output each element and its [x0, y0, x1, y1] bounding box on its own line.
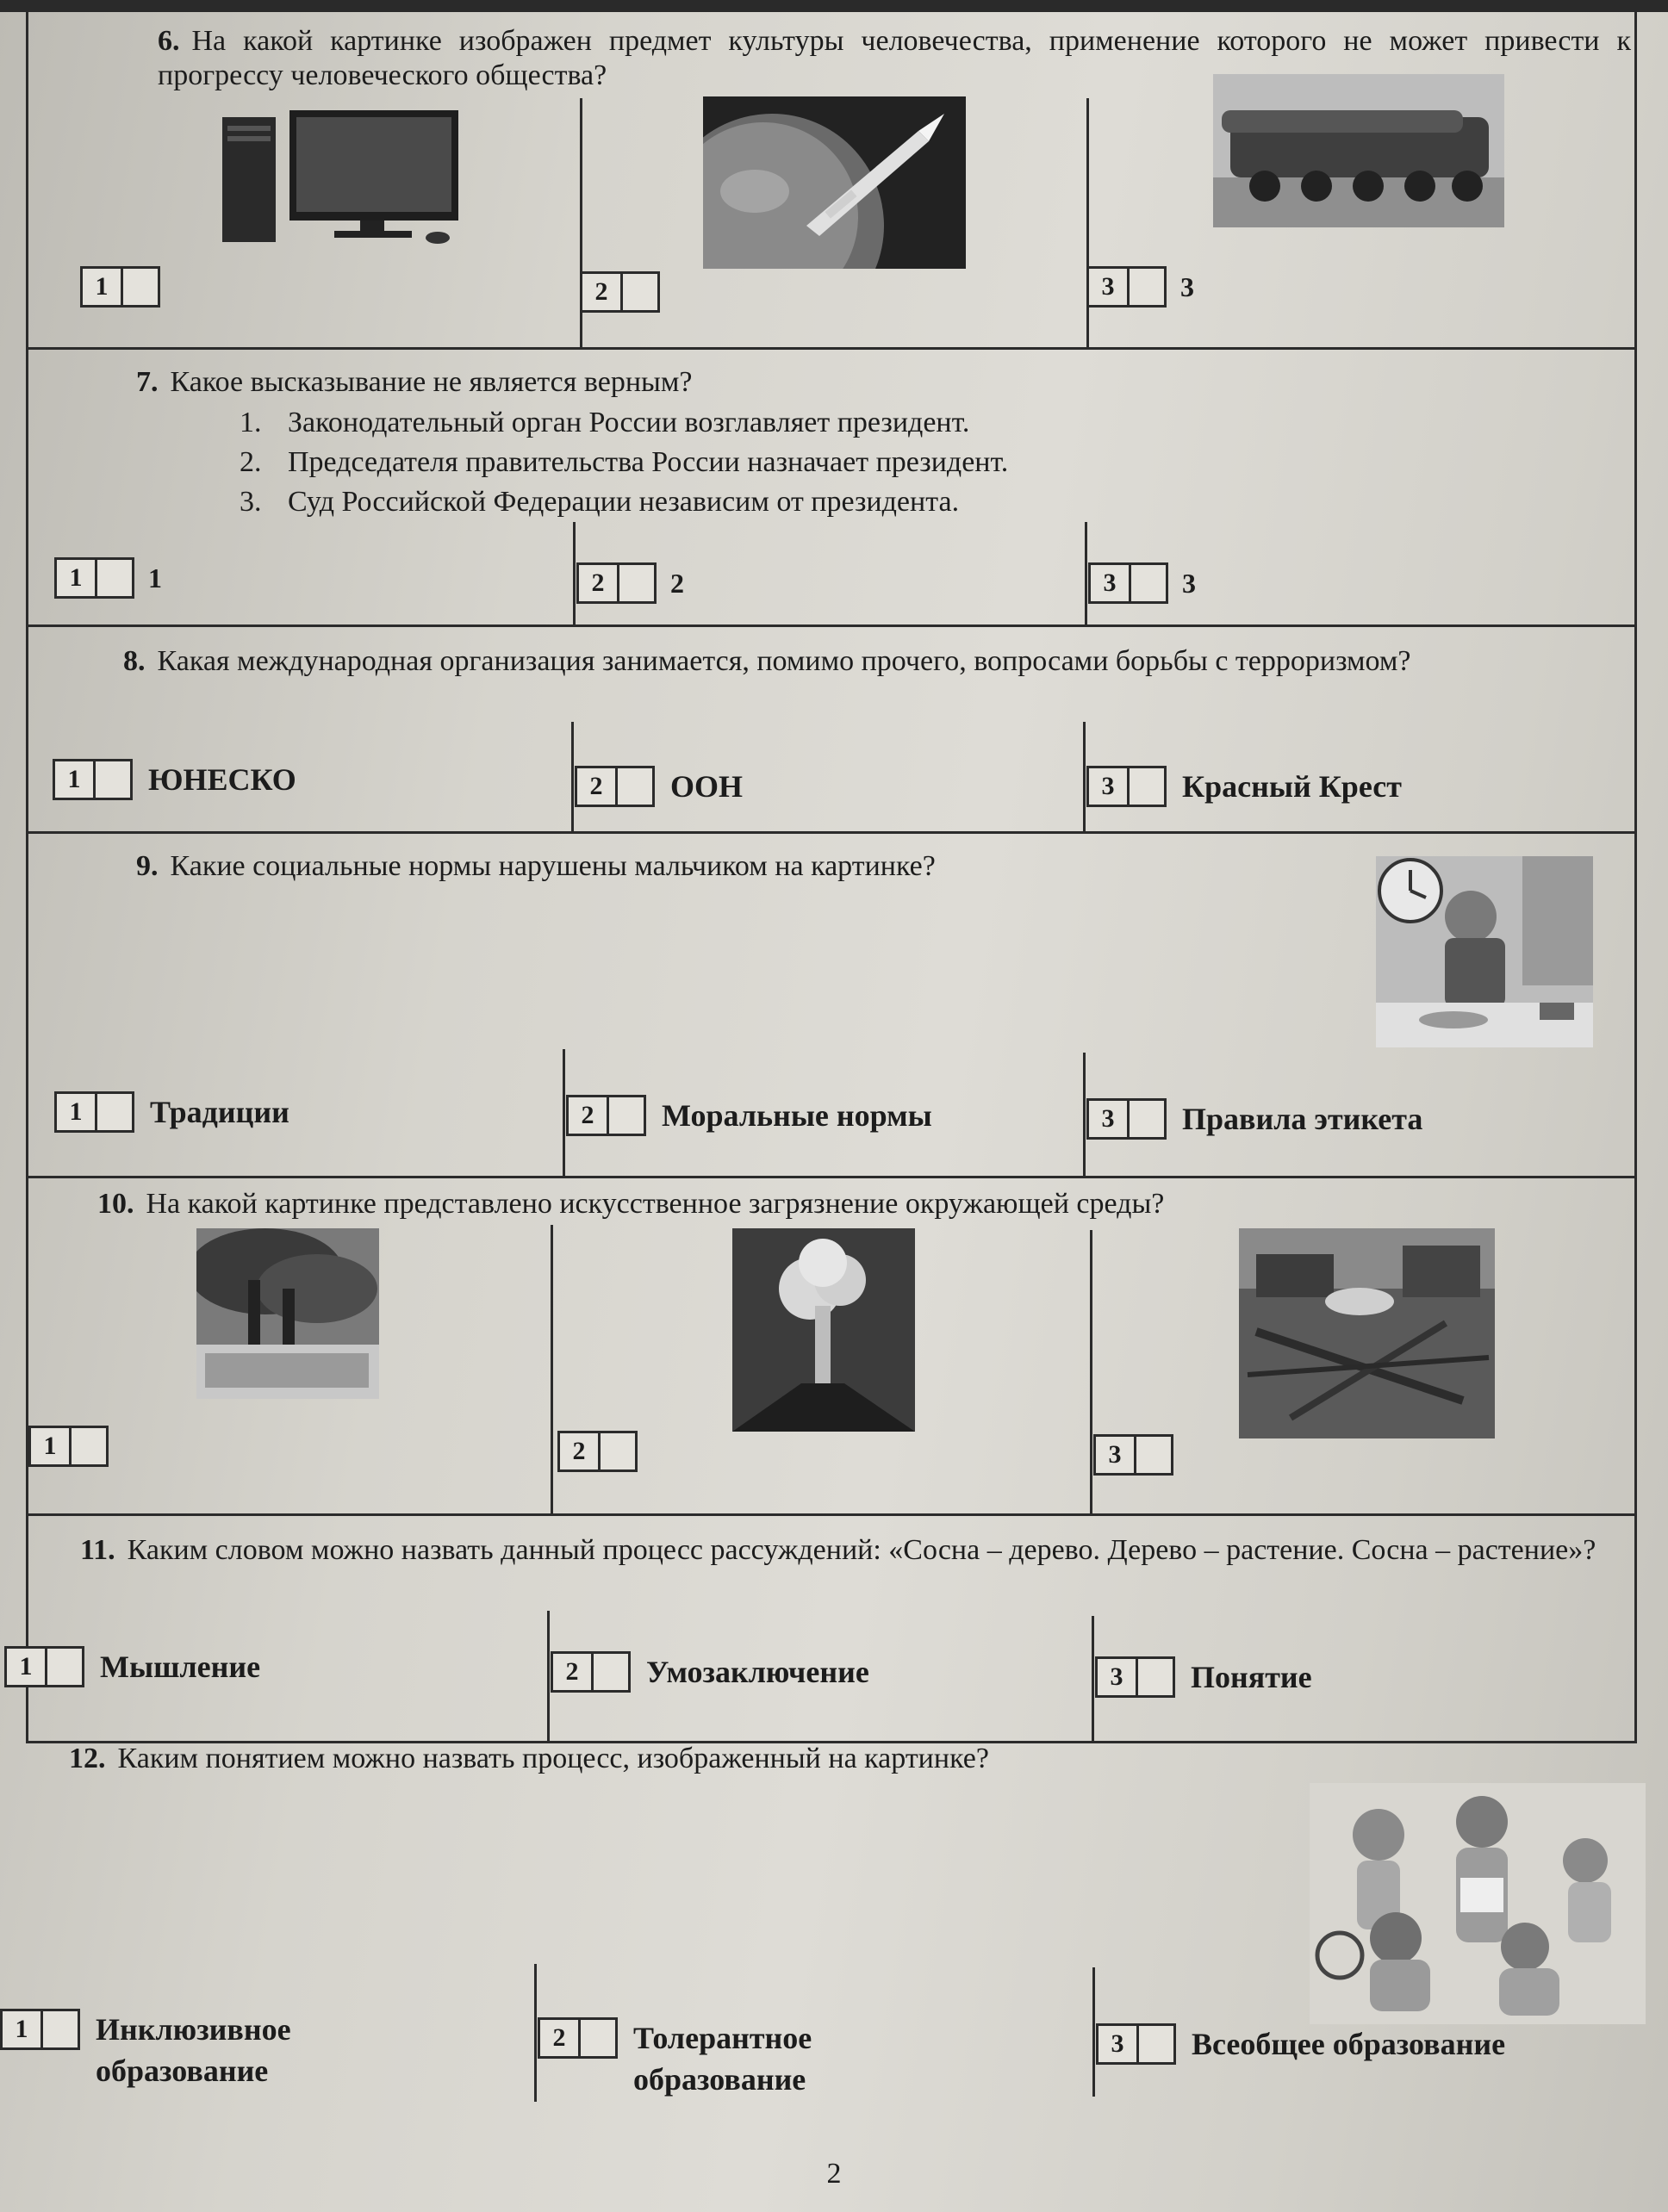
answer-label: Моральные нормы — [662, 1098, 932, 1133]
column-divider — [1083, 1053, 1086, 1178]
questions-table — [19, 12, 1637, 1743]
answer-box[interactable] — [566, 1095, 646, 1136]
column-divider — [534, 1964, 537, 2102]
question-10 — [28, 1178, 1634, 1516]
space-rocket-image — [703, 96, 966, 269]
q10-option-3[interactable] — [1093, 1435, 1173, 1475]
top-edge-bar — [0, 0, 1668, 12]
answer-cell[interactable] — [1130, 1101, 1164, 1137]
column-divider — [1086, 98, 1089, 350]
page-number: 2 — [826, 2158, 842, 2190]
answer-cell[interactable] — [623, 274, 657, 310]
question-9-number: 9. — [136, 850, 159, 882]
q12-option-1[interactable] — [0, 2009, 291, 2091]
option-number: 1 — [83, 269, 123, 305]
q7-option-1[interactable] — [54, 558, 162, 598]
question-7 — [28, 350, 1634, 627]
answer-cell[interactable] — [619, 565, 654, 601]
question-11 — [19, 1516, 1634, 1743]
q11-option-3[interactable] — [1095, 1657, 1312, 1697]
handwritten-mark: 1 — [148, 562, 162, 593]
option-number: 2 — [569, 1097, 609, 1134]
q6-option-2[interactable] — [580, 272, 660, 312]
option-number: 2 — [560, 1433, 601, 1469]
answer-label: Толерантное образование — [633, 2021, 812, 2097]
question-12-body: Каким понятием можно назвать процесс, изображенный на картинке? — [117, 1743, 989, 1774]
answer-box[interactable] — [575, 766, 655, 807]
answer-label: ЮНЕСКО — [148, 762, 296, 797]
children-reading-image — [1310, 1783, 1646, 2024]
option-number: 1 — [57, 560, 97, 596]
column-divider — [573, 522, 576, 627]
answer-cell[interactable] — [43, 2011, 78, 2047]
answer-box[interactable] — [580, 271, 660, 313]
q10-option-1[interactable] — [28, 1426, 109, 1466]
answer-box[interactable] — [557, 1431, 638, 1472]
answer-box[interactable] — [1086, 766, 1167, 807]
q11-option-1[interactable] — [4, 1647, 260, 1687]
question-7-number: 7. — [136, 366, 159, 398]
option-number: 2 — [540, 2020, 581, 2056]
q12-option-2[interactable] — [538, 2017, 812, 2100]
option-number: 3 — [1096, 1437, 1136, 1473]
question-11-number: 11. — [80, 1534, 115, 1566]
answer-cell[interactable] — [97, 1094, 132, 1130]
option-number: 3 — [1089, 1101, 1130, 1137]
statement-list — [240, 403, 1008, 522]
answer-box[interactable] — [1088, 562, 1168, 604]
question-7-body: Какое высказывание не является верным? — [170, 366, 693, 398]
answer-cell[interactable] — [594, 1654, 628, 1690]
answer-cell[interactable] — [97, 560, 132, 596]
q6-option-3[interactable] — [1086, 267, 1194, 307]
answer-label: Мышление — [100, 1650, 261, 1684]
q7-option-3[interactable] — [1088, 563, 1196, 603]
answer-cell[interactable] — [601, 1433, 635, 1469]
option-number: 2 — [577, 768, 618, 805]
boy-with-clock-image — [1376, 856, 1593, 1047]
question-12-number: 12. — [69, 1743, 106, 1774]
answer-box[interactable] — [53, 759, 133, 800]
statement-3: 3. Суд Российской Федерации независим от президента. — [240, 486, 960, 518]
q8-option-2[interactable] — [575, 767, 743, 806]
option-number: 1 — [7, 1649, 47, 1685]
answer-cell[interactable] — [96, 761, 130, 798]
question-9-text — [136, 849, 1342, 884]
option-number: 2 — [579, 565, 619, 601]
q12-option-3[interactable] — [1096, 2024, 1505, 2064]
question-8-number: 8. — [123, 645, 146, 677]
answer-box[interactable] — [0, 2009, 80, 2050]
option-number: 3 — [1089, 269, 1130, 305]
answer-label: Понятие — [1191, 1660, 1312, 1694]
answer-box[interactable] — [28, 1426, 109, 1467]
answer-label: Красный Крест — [1182, 769, 1402, 804]
answer-label: Инклюзивное образование — [96, 2012, 291, 2088]
option-number: 1 — [31, 1428, 72, 1464]
question-7-text — [136, 365, 1601, 400]
answer-label: Умозаключение — [646, 1655, 869, 1689]
flood-debris-image — [1239, 1228, 1495, 1438]
computer-image — [222, 109, 472, 246]
question-10-text — [97, 1187, 1614, 1221]
answer-box[interactable] — [1086, 1098, 1167, 1140]
question-8 — [28, 627, 1634, 834]
column-divider — [563, 1049, 565, 1178]
column-divider — [551, 1225, 553, 1516]
answer-cell[interactable] — [1131, 565, 1166, 601]
question-12-text — [69, 1742, 1361, 1776]
option-number: 1 — [55, 761, 96, 798]
column-divider — [1083, 722, 1086, 834]
question-6 — [28, 12, 1634, 350]
answer-box[interactable] — [576, 562, 657, 604]
option-number: 2 — [553, 1654, 594, 1690]
q10-option-2[interactable] — [557, 1432, 638, 1471]
question-10-body: На какой картинке представлено искусственное загрязнение окружающей среды? — [146, 1188, 1165, 1220]
answer-cell[interactable] — [47, 1649, 82, 1685]
statement-2: 2. Председателя правительства России назначает президент. — [240, 446, 1009, 478]
answer-cell[interactable] — [618, 768, 652, 805]
answer-box[interactable] — [551, 1651, 631, 1693]
answer-cell[interactable] — [1130, 269, 1164, 305]
answer-label: ООН — [670, 769, 744, 804]
answer-cell[interactable] — [609, 1097, 644, 1134]
question-9 — [28, 834, 1634, 1178]
handwritten-mark: 3 — [1180, 270, 1194, 302]
answer-cell[interactable] — [581, 2020, 615, 2056]
q8-option-1[interactable] — [53, 760, 296, 799]
option-number: 1 — [3, 2011, 43, 2047]
question-11-text — [80, 1533, 1617, 1568]
statement-1: 1. Законодательный орган России возглавляет президент. — [240, 407, 970, 438]
q9-option-3[interactable] — [1086, 1099, 1422, 1139]
answer-box[interactable] — [1096, 2023, 1176, 2065]
answer-box[interactable] — [54, 557, 134, 599]
column-divider — [1092, 1967, 1095, 2097]
answer-box[interactable] — [4, 1646, 84, 1687]
question-6-number: 6. — [158, 25, 180, 57]
answer-box[interactable] — [1095, 1656, 1175, 1698]
option-number: 3 — [1089, 768, 1130, 805]
q9-option-1[interactable] — [54, 1092, 289, 1132]
question-8-body: Какая международная организация занимается, помимо прочего, вопросами борьбы с терроризмом? — [157, 645, 1411, 677]
column-divider — [1085, 522, 1087, 627]
answer-cell[interactable] — [1136, 1437, 1171, 1473]
column-divider — [1090, 1230, 1092, 1516]
option-number: 3 — [1099, 2026, 1139, 2062]
q11-option-2[interactable] — [551, 1652, 869, 1692]
question-10-number: 10. — [97, 1188, 134, 1220]
q8-option-3[interactable] — [1086, 767, 1402, 806]
answer-cell[interactable] — [1138, 1659, 1173, 1695]
answer-label: Традиции — [150, 1095, 289, 1129]
missile-launcher-image — [1213, 74, 1504, 227]
q9-option-2[interactable] — [566, 1096, 932, 1135]
q6-option-1[interactable] — [80, 267, 160, 307]
column-divider — [571, 722, 574, 834]
column-divider — [1092, 1616, 1094, 1743]
option-number: 2 — [582, 274, 623, 310]
option-number: 1 — [57, 1094, 97, 1130]
column-divider — [547, 1611, 550, 1743]
answer-box[interactable] — [54, 1091, 134, 1133]
volcano-eruption-image — [732, 1228, 915, 1432]
option-number: 3 — [1091, 565, 1131, 601]
question-8-text — [123, 644, 1614, 679]
question-11-body: Каким словом можно назвать данный процесс рассуждений: «Сосна – дерево. Дерево – растение. Сосна – растение»? — [127, 1534, 1596, 1566]
answer-box[interactable] — [1093, 1434, 1173, 1476]
answer-box[interactable] — [538, 2017, 618, 2059]
answer-box[interactable] — [80, 266, 160, 308]
answer-cell[interactable] — [123, 269, 158, 305]
question-9-body: Какие социальные нормы нарушены мальчиком на картинке? — [170, 850, 936, 882]
q7-option-2[interactable] — [576, 563, 684, 603]
option-number: 3 — [1098, 1659, 1138, 1695]
answer-label: Правила этикета — [1182, 1102, 1423, 1136]
answer-cell[interactable] — [1139, 2026, 1173, 2062]
answer-box[interactable] — [1086, 266, 1167, 308]
handwritten-mark: 3 — [1182, 567, 1196, 599]
question-6-body: На какой картинке изображен предмет культуры человечества, применение которого не может привести к прогрессу человеческого общества? — [158, 25, 1631, 91]
answer-cell[interactable] — [72, 1428, 106, 1464]
answer-cell[interactable] — [1130, 768, 1164, 805]
answer-label: Всеобщее образование — [1192, 2027, 1506, 2061]
factory-smoke-image — [196, 1228, 379, 1399]
handwritten-mark: 2 — [670, 567, 684, 599]
